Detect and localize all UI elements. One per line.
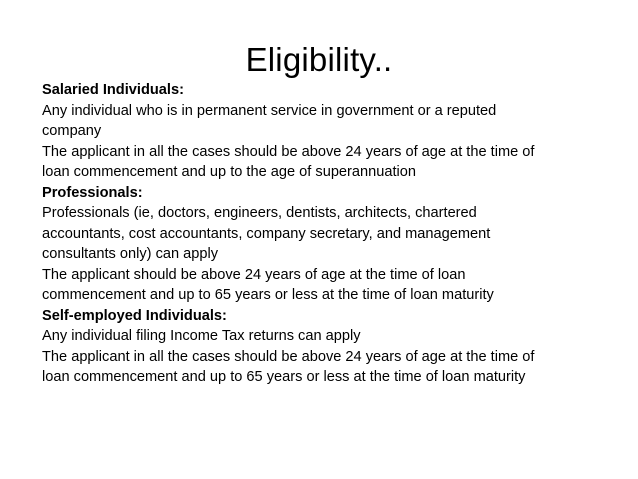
body-line: Professionals (ie, doctors, engineers, dentists, architects, chartered (42, 205, 477, 221)
section-heading-self-employed: Self-employed Individuals: (42, 307, 227, 324)
slide-title: Eligibility.. (245, 41, 393, 78)
section-heading-salaried: Salaried Individuals: (42, 82, 184, 98)
body-line: The applicant in all the cases should be above 24 years of age at the time of (42, 143, 535, 160)
slide-body (42, 80, 622, 388)
section-salaried (42, 80, 622, 183)
body-line: The applicant in all the cases should be above 24 years of age at the time of (42, 348, 535, 365)
body-line: commencement and up to 65 years or less at the time of loan maturity (42, 287, 494, 303)
body-line: Any individual who is in permanent service in government or a reputed (42, 102, 497, 119)
body-line: loan commencement and up to 65 years or less at the time of loan maturity (42, 369, 526, 385)
body-line: company (42, 123, 102, 139)
body-line: consultants only) can apply (42, 246, 219, 262)
section-self-employed (42, 306, 622, 388)
body-line: The applicant should be above 24 years of age at the time of loan (42, 266, 466, 283)
body-line: Any individual filing Income Tax returns can apply (42, 328, 361, 344)
section-heading-professionals: Professionals: (42, 184, 143, 201)
body-line: loan commencement and up to the age of superannuation (42, 164, 417, 180)
body-line: accountants, cost accountants, company secretary, and management (42, 225, 491, 242)
section-professionals (42, 183, 622, 306)
